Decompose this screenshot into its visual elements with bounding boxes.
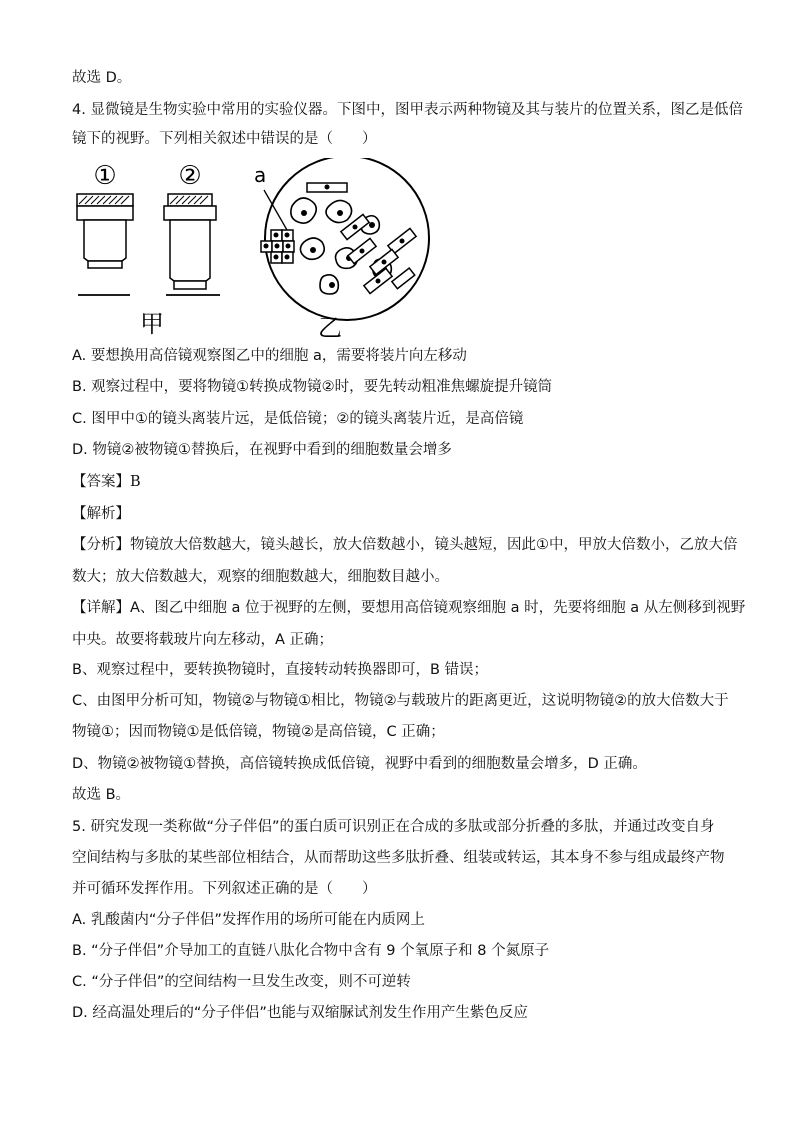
option-c: C. “分子伴侣”的空间结构一旦发生改变，则不可逆转	[72, 974, 411, 990]
option-b: B. 观察过程中，要将物镜①转换成物镜②时，要先转动粗准焦螺旋提升镜筒	[72, 379, 553, 395]
detail-paragraph: 中央。故要将载玻片向左移动，A 正确；	[72, 632, 334, 648]
question-5-stem: 空间结构与多肽的某些部位相结合，从而帮助这些多肽折叠、组装或转运，其本身不参与组成最终产物	[72, 850, 725, 866]
question-5-stem: 并可循环发挥作用。下列叙述正确的是（ ）	[72, 881, 377, 897]
text-line: 故选 D。	[72, 70, 132, 86]
question-4-stem: 4. 显微镜是生物实验中常用的实验仪器。下图中，图甲表示两种物镜及其与装片的位置关系，图乙是低倍	[72, 102, 743, 118]
option-a: A. 要想换用高倍镜观察图乙中的细胞 a，需要将装片向左移动	[72, 348, 467, 364]
objective-lens-2-icon	[164, 194, 220, 295]
answer-label: 【答案】B	[72, 474, 141, 490]
detail-paragraph: 【详解】A、图乙中细胞 a 位于视野的左侧，要想用高倍镜观察细胞 a 时，先要将细胞 a 从左侧移到视野	[72, 600, 746, 616]
option-a: A. 乳酸菌内“分子伴侣”发挥作用的场所可能在内质网上	[72, 912, 425, 928]
microscope-field-of-view	[254, 158, 429, 320]
figure-jia-label: 甲	[140, 310, 164, 338]
question-4-stem: 镜下的视野。下列相关叙述中错误的是（ ）	[72, 131, 377, 147]
detail-paragraph: D、物镜②被物镜①替换，高倍镜转换成低倍镜，视野中看到的细胞数量会增多，D 正确。	[72, 756, 647, 772]
cell-a-label: a	[254, 163, 267, 187]
analysis-paragraph: 数大；放大倍数越大，观察的细胞数越大，细胞数目越小。	[72, 569, 449, 585]
analysis-paragraph: 【分析】物镜放大倍数越大，镜头越长，放大倍数越小，镜头越短，因此①中，甲放大倍数小，乙放大倍	[72, 537, 738, 553]
lens-1-label: ①	[93, 161, 117, 191]
microscope-figure	[72, 158, 442, 338]
detail-paragraph: C、由图甲分析可知，物镜②与物镜①相比，物镜②与载玻片的距离更近，这说明物镜②的放大倍数大于	[72, 693, 729, 709]
detail-paragraph: B、观察过程中，要转换物镜时，直接转动转换器即可，B 错误；	[72, 662, 489, 678]
option-b: B. “分子伴侣”介导加工的直链八肽化合物中含有 9 个氧原子和 8 个氮原子	[72, 943, 550, 959]
detail-paragraph: 物镜①；因而物镜①是低倍镜，物镜②是高倍镜，C 正确；	[72, 724, 445, 740]
analysis-heading: 【解析】	[72, 506, 130, 522]
conclusion: 故选 B。	[72, 787, 131, 803]
objective-lens-1-icon	[77, 194, 133, 295]
option-c: C. 图甲中①的镜头离装片远，是低倍镜；②的镜头离装片近，是高倍镜	[72, 411, 524, 427]
question-5-stem: 5. 研究发现一类称做“分子伴侣”的蛋白质可识别正在合成的多肽或部分折叠的多肽，并通过改变自身	[72, 819, 715, 835]
option-d: D. 经高温处理后的“分子伴侣”也能与双缩脲试剂发生作用产生紫色反应	[72, 1005, 528, 1021]
figure-yi-label: 乙	[318, 314, 342, 338]
lens-2-label: ②	[178, 161, 202, 191]
option-d: D. 物镜②被物镜①替换后，在视野中看到的细胞数量会增多	[72, 442, 452, 458]
